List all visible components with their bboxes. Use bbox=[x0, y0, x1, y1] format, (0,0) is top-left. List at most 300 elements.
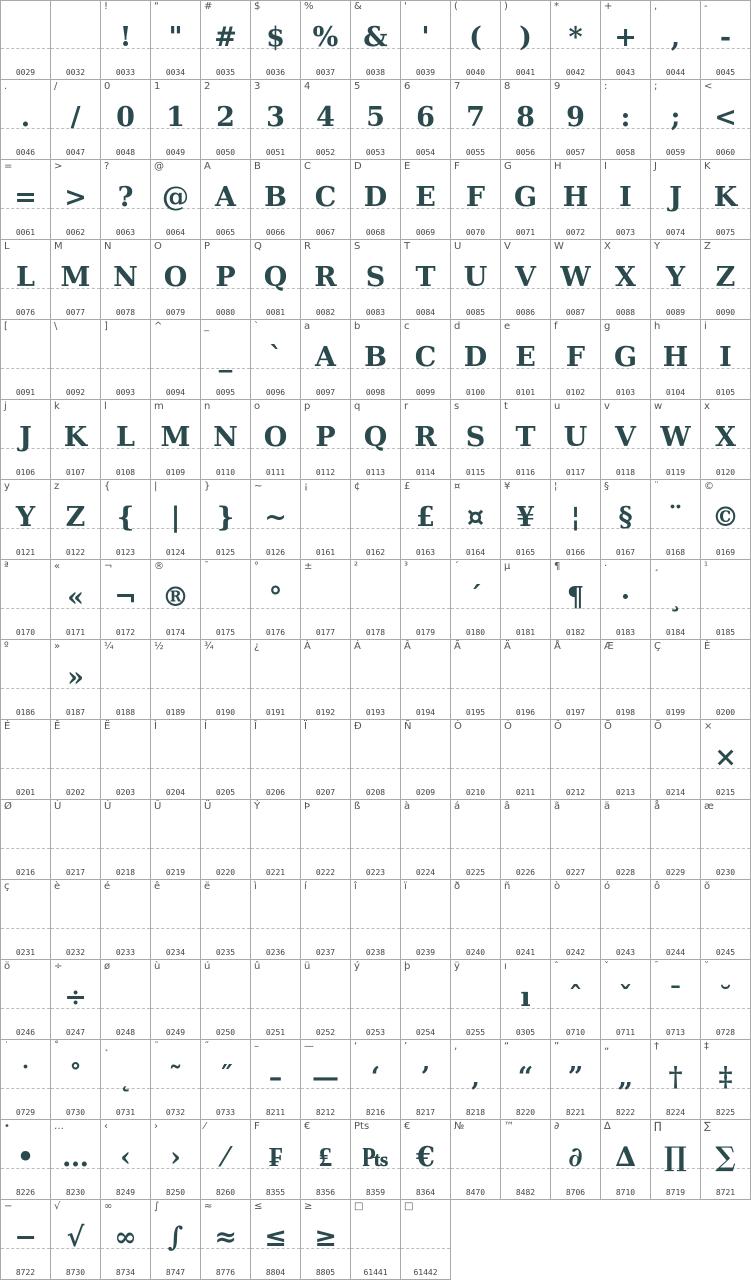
glyph-cell-label: Ð bbox=[354, 721, 362, 732]
glyph-cell-label: − bbox=[4, 1201, 13, 1212]
glyph-cell bbox=[50, 480, 100, 560]
glyph-cell bbox=[300, 720, 350, 800]
glyph-sample bbox=[401, 976, 450, 1020]
glyph-cell bbox=[650, 320, 700, 400]
glyph-sample: ˚ bbox=[68, 1062, 83, 1093]
glyph-sample: ₧ bbox=[362, 1142, 389, 1173]
glyph-code: 0062 bbox=[65, 228, 86, 237]
glyph-sample: I bbox=[619, 182, 632, 213]
glyph-code: 0089 bbox=[665, 308, 686, 317]
glyph-code: 8250 bbox=[165, 1188, 186, 1197]
glyph-sample: Z bbox=[715, 262, 736, 293]
glyph-code: 0213 bbox=[615, 788, 636, 797]
glyph-cell-label: : bbox=[604, 81, 608, 92]
glyph-sample: = bbox=[14, 182, 37, 213]
glyph-sample: 8 bbox=[516, 102, 535, 133]
glyph-code: 0123 bbox=[115, 548, 136, 557]
glyph-code: 8364 bbox=[415, 1188, 436, 1197]
glyph-cell-label: ü bbox=[304, 961, 311, 972]
glyph-sample bbox=[1, 976, 50, 1020]
glyph-sample: / bbox=[70, 102, 81, 133]
glyph-cell-label: ≥ bbox=[304, 1201, 313, 1212]
glyph-code: 0237 bbox=[315, 948, 336, 957]
glyph-code: 0240 bbox=[465, 948, 486, 957]
glyph-cell bbox=[700, 560, 751, 640]
glyph-cell-label: Ì bbox=[154, 721, 157, 732]
glyph-sample: G bbox=[513, 182, 538, 213]
glyph-code: 0053 bbox=[365, 148, 386, 157]
glyph-sample bbox=[251, 736, 300, 780]
glyph-cell-label: N bbox=[104, 241, 112, 252]
glyph-code: 0191 bbox=[265, 708, 286, 717]
glyph-cell-label: ` bbox=[254, 321, 259, 332]
glyph-cell-label: t bbox=[504, 401, 508, 412]
glyph-cell-label: O bbox=[154, 241, 162, 252]
glyph-cell-label: Þ bbox=[304, 801, 311, 812]
glyph-code: 0254 bbox=[415, 1028, 436, 1037]
glyph-cell-label: " bbox=[154, 1, 159, 12]
glyph-cell-label: S bbox=[354, 241, 361, 252]
glyph-code: 0242 bbox=[565, 948, 586, 957]
glyph-code: 0036 bbox=[265, 68, 286, 77]
glyph-cell-label: □ bbox=[404, 1201, 414, 1212]
glyph-cell-label: 2 bbox=[204, 81, 211, 92]
glyph-cell bbox=[300, 320, 350, 400]
glyph-code: 0097 bbox=[315, 388, 336, 397]
glyph-sample bbox=[601, 816, 650, 860]
glyph-cell bbox=[150, 1120, 200, 1200]
glyph-code: 0034 bbox=[165, 68, 186, 77]
glyph-cell bbox=[500, 0, 550, 80]
glyph-sample bbox=[601, 896, 650, 940]
glyph-cell bbox=[550, 240, 600, 320]
glyph-sample bbox=[351, 896, 400, 940]
glyph-cell bbox=[100, 560, 150, 640]
glyph-cell bbox=[150, 800, 200, 880]
glyph-cell-label: È bbox=[704, 641, 711, 652]
glyph-sample: + bbox=[614, 22, 637, 53]
glyph-cell-label: Ø bbox=[4, 801, 12, 812]
glyph-cell-label: U bbox=[454, 241, 462, 252]
glyph-sample: ₣ bbox=[268, 1142, 283, 1173]
glyph-sample bbox=[201, 896, 250, 940]
glyph-sample bbox=[201, 976, 250, 1020]
glyph-sample: ˆ bbox=[568, 982, 583, 1013]
glyph-cell bbox=[650, 960, 700, 1040]
glyph-cell bbox=[150, 400, 200, 480]
glyph-sample: - bbox=[719, 22, 732, 53]
glyph-cell bbox=[300, 800, 350, 880]
glyph-code: 0044 bbox=[665, 68, 686, 77]
glyph-sample bbox=[351, 816, 400, 860]
glyph-sample: ≥ bbox=[314, 1222, 337, 1253]
glyph-sample: ' bbox=[421, 22, 430, 53]
glyph-code: 0075 bbox=[715, 228, 736, 237]
glyph-cell-label: n bbox=[204, 401, 211, 412]
glyph-cell bbox=[700, 80, 751, 160]
glyph-cell bbox=[450, 960, 500, 1040]
glyph-cell-label: â bbox=[504, 801, 511, 812]
glyph-code: 0225 bbox=[465, 868, 486, 877]
glyph-cell-label: e bbox=[504, 321, 511, 332]
glyph-cell bbox=[150, 720, 200, 800]
glyph-code: 8356 bbox=[315, 1188, 336, 1197]
glyph-sample: O bbox=[163, 262, 188, 293]
glyph-cell bbox=[300, 880, 350, 960]
glyph-sample: − bbox=[14, 1222, 37, 1253]
glyph-cell-label: Î bbox=[254, 721, 257, 732]
glyph-cell bbox=[150, 480, 200, 560]
glyph-sample: • bbox=[16, 1142, 35, 1173]
glyph-sample bbox=[1, 896, 50, 940]
glyph-sample: ¶ bbox=[566, 582, 585, 613]
glyph-sample bbox=[51, 16, 100, 60]
glyph-cell bbox=[100, 640, 150, 720]
glyph-cell-label: ˇ bbox=[604, 961, 609, 972]
glyph-cell bbox=[500, 1040, 550, 1120]
glyph-cell bbox=[50, 400, 100, 480]
glyph-cell-label: _ bbox=[204, 321, 209, 332]
glyph-code: 0082 bbox=[315, 308, 336, 317]
glyph-sample: { bbox=[116, 502, 135, 533]
glyph-cell bbox=[450, 720, 500, 800]
glyph-sample bbox=[501, 576, 550, 620]
glyph-cell bbox=[250, 480, 300, 560]
glyph-cell-label: ≤ bbox=[254, 1201, 263, 1212]
glyph-code: 0251 bbox=[265, 1028, 286, 1037]
glyph-code: 0090 bbox=[715, 308, 736, 317]
glyph-cell-label: ¢ bbox=[354, 481, 361, 492]
glyph-sample bbox=[501, 896, 550, 940]
glyph-code: 0122 bbox=[65, 548, 86, 557]
glyph-code: 0055 bbox=[465, 148, 486, 157]
glyph-cell bbox=[650, 1040, 700, 1120]
glyph-cell bbox=[500, 320, 550, 400]
glyph-sample: W bbox=[560, 262, 591, 293]
glyph-code: 0047 bbox=[65, 148, 86, 157]
glyph-cell-label: B bbox=[254, 161, 261, 172]
glyph-code: 0102 bbox=[565, 388, 586, 397]
glyph-sample bbox=[501, 736, 550, 780]
glyph-sample bbox=[551, 656, 600, 700]
glyph-cell-label: ∂ bbox=[554, 1121, 560, 1132]
glyph-cell-label: C bbox=[304, 161, 311, 172]
glyph-cell bbox=[550, 320, 600, 400]
glyph-cell bbox=[400, 0, 450, 80]
glyph-cell bbox=[450, 1120, 500, 1200]
glyph-cell bbox=[650, 880, 700, 960]
glyph-cell bbox=[600, 880, 650, 960]
glyph-cell-label: í bbox=[304, 881, 307, 892]
glyph-cell bbox=[400, 800, 450, 880]
glyph-sample: × bbox=[714, 742, 737, 773]
glyph-code: 0246 bbox=[15, 1028, 36, 1037]
glyph-sample: ” bbox=[567, 1062, 584, 1093]
glyph-cell-label: þ bbox=[404, 961, 411, 972]
glyph-sample bbox=[351, 576, 400, 620]
glyph-sample: F bbox=[565, 342, 586, 373]
glyph-cell bbox=[200, 400, 250, 480]
glyph-sample: ˘ bbox=[718, 982, 733, 1013]
glyph-cell bbox=[350, 0, 400, 80]
glyph-cell-label: ¹ bbox=[704, 561, 709, 572]
glyph-cell-label: z bbox=[54, 481, 60, 492]
glyph-cell bbox=[700, 960, 751, 1040]
glyph-sample: P bbox=[315, 422, 336, 453]
glyph-code: 0078 bbox=[115, 308, 136, 317]
glyph-cell-label: Õ bbox=[604, 721, 612, 732]
glyph-cell bbox=[200, 640, 250, 720]
glyph-cell bbox=[250, 320, 300, 400]
glyph-cell-label: ∑ bbox=[704, 1121, 711, 1132]
glyph-sample: – bbox=[268, 1062, 283, 1093]
glyph-sample: ∞ bbox=[114, 1222, 137, 1253]
glyph-cell bbox=[0, 320, 50, 400]
glyph-cell bbox=[550, 1120, 600, 1200]
glyph-sample bbox=[201, 816, 250, 860]
glyph-cell-label: G bbox=[504, 161, 512, 172]
glyph-cell bbox=[700, 320, 751, 400]
glyph-code: 0114 bbox=[415, 468, 436, 477]
glyph-cell-label: q bbox=[354, 401, 361, 412]
glyph-sample: N bbox=[113, 262, 138, 293]
glyph-code: 0216 bbox=[15, 868, 36, 877]
glyph-cell bbox=[600, 560, 650, 640]
glyph-cell bbox=[500, 800, 550, 880]
glyph-sample: ’ bbox=[420, 1062, 431, 1093]
glyph-sample bbox=[401, 656, 450, 700]
glyph-cell bbox=[600, 240, 650, 320]
glyph-cell-label: ± bbox=[304, 561, 313, 572]
glyph-cell-label: ¤ bbox=[454, 481, 461, 492]
glyph-code: 0116 bbox=[515, 468, 536, 477]
glyph-sample: > bbox=[64, 182, 87, 213]
glyph-cell bbox=[400, 560, 450, 640]
glyph-cell-label: k bbox=[54, 401, 60, 412]
glyph-sample bbox=[101, 816, 150, 860]
glyph-cell bbox=[650, 480, 700, 560]
glyph-cell bbox=[100, 1200, 150, 1280]
glyph-sample: Z bbox=[65, 502, 86, 533]
glyph-code: 0183 bbox=[615, 628, 636, 637]
glyph-cell bbox=[100, 1120, 150, 1200]
glyph-cell bbox=[250, 1200, 300, 1280]
glyph-cell bbox=[400, 1120, 450, 1200]
glyph-sample: U bbox=[563, 422, 588, 453]
glyph-code: 0733 bbox=[215, 1108, 236, 1117]
glyph-cell bbox=[400, 880, 450, 960]
glyph-cell bbox=[550, 80, 600, 160]
glyph-cell-label: M bbox=[54, 241, 63, 252]
glyph-sample bbox=[401, 576, 450, 620]
glyph-sample bbox=[101, 736, 150, 780]
glyph-cell-label: Ê bbox=[54, 721, 61, 732]
glyph-code: 8249 bbox=[115, 1188, 136, 1197]
glyph-cell bbox=[0, 480, 50, 560]
glyph-code: 0229 bbox=[665, 868, 686, 877]
glyph-cell-label: » bbox=[54, 641, 61, 652]
glyph-sample: … bbox=[62, 1142, 89, 1173]
glyph-cell-label: á bbox=[454, 801, 461, 812]
glyph-cell bbox=[600, 1120, 650, 1200]
glyph-sample: ≤ bbox=[264, 1222, 287, 1253]
glyph-cell bbox=[350, 880, 400, 960]
glyph-cell-label: ˙ bbox=[4, 1041, 9, 1052]
glyph-sample: ° bbox=[268, 582, 283, 613]
glyph-code: 0029 bbox=[15, 68, 36, 77]
glyph-sample: ∏ bbox=[664, 1142, 687, 1173]
glyph-sample bbox=[501, 656, 550, 700]
glyph-cell-label: € bbox=[304, 1121, 311, 1132]
glyph-cell bbox=[150, 160, 200, 240]
glyph-cell-label: Ú bbox=[104, 801, 112, 812]
glyph-code: 0249 bbox=[165, 1028, 186, 1037]
glyph-cell-label: / bbox=[54, 81, 58, 92]
glyph-code: 0171 bbox=[65, 628, 86, 637]
glyph-cell bbox=[700, 400, 751, 480]
glyph-sample: $ bbox=[266, 22, 285, 53]
glyph-code: 0098 bbox=[365, 388, 386, 397]
glyph-cell-label: < bbox=[704, 81, 713, 92]
glyph-code: 0235 bbox=[215, 948, 236, 957]
glyph-code: 0037 bbox=[315, 68, 336, 77]
glyph-sample: 3 bbox=[266, 102, 285, 133]
glyph-sample: & bbox=[363, 22, 388, 53]
glyph-cell-label: 3 bbox=[254, 81, 261, 92]
glyph-sample bbox=[301, 656, 350, 700]
glyph-code: 0164 bbox=[465, 548, 486, 557]
glyph-cell bbox=[0, 560, 50, 640]
glyph-cell bbox=[200, 880, 250, 960]
glyph-cell-label: À bbox=[304, 641, 311, 652]
glyph-code: 8747 bbox=[165, 1268, 186, 1277]
glyph-cell bbox=[100, 480, 150, 560]
glyph-cell-label: * bbox=[554, 1, 559, 12]
glyph-code: 0177 bbox=[315, 628, 336, 637]
glyph-sample bbox=[151, 656, 200, 700]
glyph-cell-label: Y bbox=[654, 241, 661, 252]
glyph-sample: J bbox=[19, 422, 32, 453]
glyph-code: 8224 bbox=[665, 1108, 686, 1117]
glyph-cell bbox=[350, 320, 400, 400]
glyph-cell bbox=[350, 720, 400, 800]
glyph-cell bbox=[200, 1200, 250, 1280]
glyph-code: 0113 bbox=[365, 468, 386, 477]
glyph-code: 0241 bbox=[515, 948, 536, 957]
glyph-code: 8217 bbox=[415, 1108, 436, 1117]
glyph-code: 0091 bbox=[15, 388, 36, 397]
glyph-cell-label: ¦ bbox=[554, 481, 558, 492]
glyph-code: 0713 bbox=[665, 1028, 686, 1037]
glyph-cell bbox=[200, 960, 250, 1040]
glyph-code: 8211 bbox=[265, 1108, 286, 1117]
glyph-cell-label: æ bbox=[704, 801, 714, 812]
glyph-code: 0069 bbox=[415, 228, 436, 237]
glyph-cell-label: D bbox=[354, 161, 362, 172]
glyph-code: 0214 bbox=[665, 788, 686, 797]
glyph-cell bbox=[650, 800, 700, 880]
glyph-code: 0182 bbox=[565, 628, 586, 637]
glyph-cell bbox=[600, 0, 650, 80]
glyph-sample: ? bbox=[117, 182, 134, 213]
glyph-cell bbox=[500, 1120, 550, 1200]
glyph-cell-label: T bbox=[404, 241, 411, 252]
glyph-cell-label: ˉ bbox=[654, 961, 659, 972]
glyph-cell-label: F bbox=[254, 1121, 260, 1132]
glyph-cell-label: Ä bbox=[504, 641, 511, 652]
glyph-sample: < bbox=[714, 102, 737, 133]
glyph-cell-label: . bbox=[4, 81, 8, 92]
glyph-cell bbox=[500, 640, 550, 720]
glyph-code: 0163 bbox=[415, 548, 436, 557]
glyph-code: 0103 bbox=[615, 388, 636, 397]
glyph-cell bbox=[200, 560, 250, 640]
glyph-cell-label: a bbox=[304, 321, 311, 332]
glyph-cell-label: 4 bbox=[304, 81, 311, 92]
glyph-cell-label: 8 bbox=[504, 81, 511, 92]
glyph-cell-label: 6 bbox=[404, 81, 411, 92]
glyph-sample: ; bbox=[670, 102, 681, 133]
glyph-code: 0208 bbox=[365, 788, 386, 797]
glyph-sample bbox=[401, 896, 450, 940]
glyph-cell-label: w bbox=[654, 401, 663, 412]
glyph-code: 0065 bbox=[215, 228, 236, 237]
glyph-code: 0165 bbox=[515, 548, 536, 557]
glyph-sample: “ bbox=[517, 1062, 534, 1093]
glyph-cell-label: ì bbox=[254, 881, 257, 892]
glyph-cell bbox=[400, 160, 450, 240]
glyph-cell-label: Ã bbox=[454, 641, 461, 652]
glyph-cell bbox=[50, 560, 100, 640]
glyph-cell-label: ó bbox=[604, 881, 611, 892]
glyph-sample: ¦ bbox=[570, 502, 581, 533]
glyph-code: 0217 bbox=[65, 868, 86, 877]
glyph-sample: _ bbox=[218, 342, 233, 373]
glyph-code: 0188 bbox=[115, 708, 136, 717]
glyph-cell-label: ÿ bbox=[454, 961, 460, 972]
glyph-code: 0041 bbox=[515, 68, 536, 77]
glyph-sample bbox=[1, 736, 50, 780]
glyph-code: 8730 bbox=[65, 1268, 86, 1277]
glyph-sample: 9 bbox=[566, 102, 585, 133]
glyph-sample bbox=[451, 816, 500, 860]
glyph-cell-label: > bbox=[54, 161, 63, 172]
glyph-code: 0192 bbox=[315, 708, 336, 717]
glyph-sample: 1 bbox=[166, 102, 185, 133]
glyph-cell bbox=[450, 800, 500, 880]
glyph-sample bbox=[451, 736, 500, 780]
glyph-cell-label: ª bbox=[4, 561, 9, 572]
glyph-cell-label: ¼ bbox=[104, 641, 114, 652]
glyph-cell-label: □ bbox=[354, 1201, 364, 1212]
glyph-cell-label: y bbox=[4, 481, 10, 492]
glyph-cell bbox=[450, 240, 500, 320]
glyph-code: 8470 bbox=[465, 1188, 486, 1197]
glyph-sample: ⁄ bbox=[223, 1142, 228, 1173]
glyph-code: 0032 bbox=[65, 68, 86, 77]
glyph-cell-label: ‹ bbox=[104, 1121, 108, 1132]
glyph-cell-label: Ô bbox=[554, 721, 562, 732]
glyph-cell-label: “ bbox=[504, 1041, 510, 1052]
glyph-sample: ˙ bbox=[18, 1062, 33, 1093]
glyph-cell bbox=[150, 320, 200, 400]
glyph-sample bbox=[551, 896, 600, 940]
glyph-sample bbox=[1, 816, 50, 860]
glyph-code: 0042 bbox=[565, 68, 586, 77]
glyph-code: 0093 bbox=[115, 388, 136, 397]
glyph-code: 0168 bbox=[665, 548, 686, 557]
glyph-code: 8722 bbox=[15, 1268, 36, 1277]
